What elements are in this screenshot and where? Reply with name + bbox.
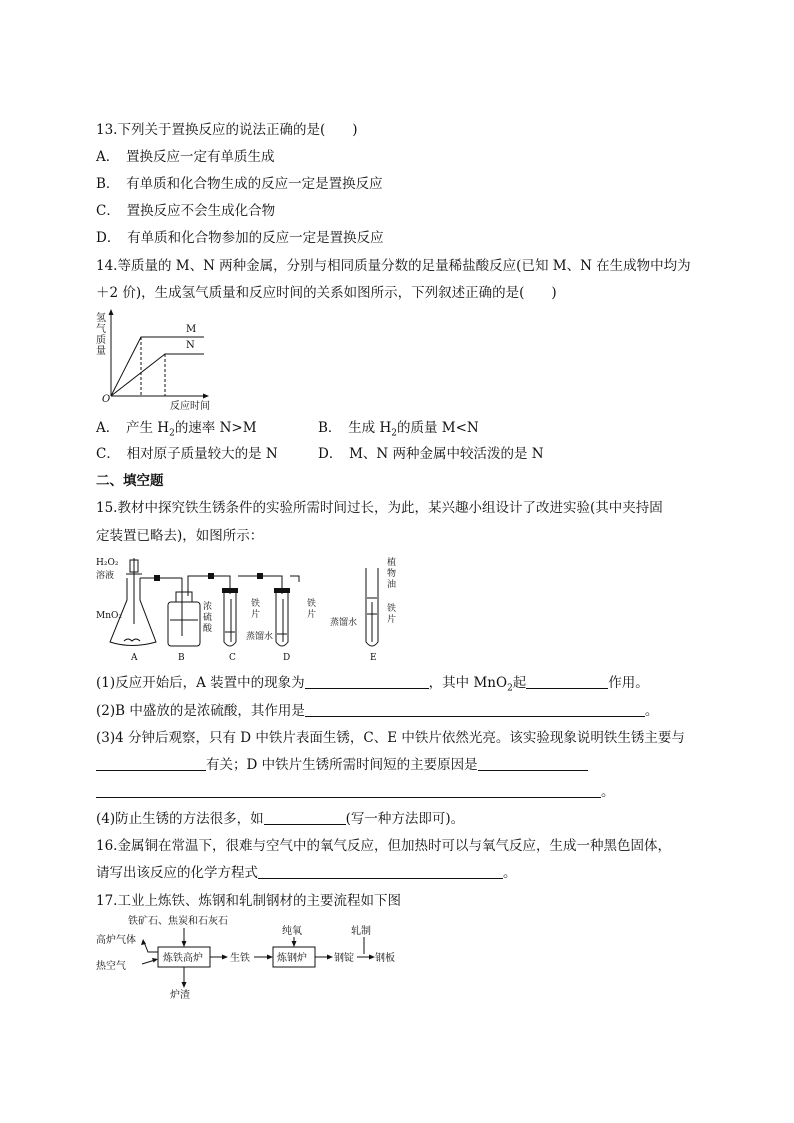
q15-answer-blank-3[interactable] (305, 702, 645, 717)
h2-subscript: 2 (391, 428, 397, 439)
testtube-c (224, 592, 236, 646)
q15-answer-blank-6[interactable] (96, 783, 601, 798)
q15-answer-blank-2[interactable] (526, 674, 608, 689)
flow-pig-iron: 生铁 (230, 953, 250, 964)
clamp-1 (154, 575, 160, 581)
flow-steel-plate: 钢板 (375, 953, 395, 964)
graph-line-n (111, 354, 204, 396)
q16-answer-blank[interactable] (258, 864, 503, 879)
stopper-c (222, 588, 238, 593)
label-mno2: MnO₂ (96, 611, 122, 621)
label-oil-3: 油 (387, 580, 397, 590)
bottle-b-neck (176, 592, 192, 602)
flow-rolling: 轧制 (351, 926, 371, 937)
graph-ylabel-1: 氢 (96, 313, 106, 324)
graph-y-arrow (109, 309, 114, 315)
flow-hot-air: 热空气 (96, 961, 126, 972)
mno2-subscript: 2 (507, 683, 513, 694)
label-oil-2: 物 (387, 569, 397, 579)
q15-answer-blank-5[interactable] (478, 756, 588, 771)
testtube-d (276, 592, 288, 646)
q16-line1: 16.金属铜在常温下，很难与空气中的氧气反应，但加热时可以与氧气反应，生成一种黑色固体， (96, 838, 671, 854)
clamp-3 (257, 573, 263, 579)
flow-raw-materials: 铁矿石、焦炭和石灰石 (128, 916, 228, 927)
arrowhead (182, 982, 187, 988)
label-solution: 溶液 (96, 571, 115, 581)
q13-option-a: A． 置换反应一定有单质生成 (96, 149, 275, 165)
flow-furnace-gas: 高炉气体 (96, 935, 136, 946)
label-iron-c-1: 铁 (251, 599, 261, 609)
flow-slag: 炉渣 (170, 990, 190, 1001)
bottle-b (168, 602, 200, 646)
q15-part3-line2: 有关；D 中铁片生锈所需时间短的主要原因是 (96, 756, 588, 774)
arrowhead (141, 939, 146, 945)
clamp-2 (208, 573, 214, 579)
tube-de (290, 576, 299, 582)
label-acid-2: 硫 (203, 613, 213, 623)
q14-stem-line2: ＋2 价)，生成氢气质量和反应时间的关系如图所示，下列叙述正确的是( ) (96, 285, 557, 301)
label-iron-d-1: 铁 (307, 599, 317, 609)
q15-stem-line1: 15.教材中探究铁生锈条件的实验所需时间过长，为此，某兴趣小组设计了改进实验(其中夹持固 (96, 500, 663, 516)
arrowhead (267, 955, 273, 960)
q15-part3-line3: 。 (96, 783, 615, 801)
q15-part3-line1: (3)4 分钟后观察，只有 D 中铁片表面生锈，C、E 中铁片依然光亮。该实验现象说明铁生锈主要与 (96, 730, 685, 746)
q13-stem: 13.下列关于置换反应的说法正确的是( ) (96, 122, 358, 138)
arrow-gas-out (144, 942, 158, 952)
q17-flowchart (94, 912, 414, 1002)
q14-option-a: A． 产生 $H_2$的速率 N>M (96, 420, 257, 439)
stopper-d (274, 588, 290, 593)
graph-xlabel: 反应时间 (170, 401, 210, 412)
q14-option-b: B． 生成 $H_2$的质量 M<N (318, 420, 479, 439)
label-acid-1: 浓 (203, 602, 213, 612)
q13-option-c: C． 置换反应不会生成化合物 (96, 203, 276, 219)
flow-steel-ingot: 钢锭 (334, 953, 354, 964)
label-water-c: 蒸馏水 (246, 632, 274, 642)
label-b: B (178, 653, 185, 663)
section-heading: 二、填空题 (96, 473, 164, 489)
flow-oxygen: 纯氧 (282, 926, 302, 937)
label-iron-e-2: 片 (387, 615, 397, 625)
q13-option-d: D． 有单质和化合物参加的反应一定是置换反应 (96, 230, 384, 246)
h2-subscript: 2 (169, 428, 175, 439)
label-d: D (283, 653, 291, 663)
q15-answer-blank-1[interactable] (305, 674, 429, 689)
arrowhead (182, 941, 187, 947)
graph-x-arrow (203, 394, 209, 399)
q14-option-d: D． M、N 两种金属中较活泼的是 N (318, 446, 544, 462)
q15-part2: (2)B 中盛放的是浓硫酸，其作用是 。 (96, 703, 659, 719)
q15-stem-line2: 定装置已略去)，如图所示： (96, 528, 264, 544)
q15-apparatus (94, 554, 404, 664)
q14-option-c: C． 相对原子质量较大的是 N (96, 446, 278, 462)
label-c: C (229, 653, 236, 663)
label-iron-c-2: 片 (251, 610, 261, 620)
label-e: E (370, 653, 377, 663)
flow-blast-furnace: 炼铁高炉 (163, 953, 203, 964)
flow-steel-furnace: 炼钢炉 (277, 953, 307, 964)
graph-m-label: M (186, 324, 197, 335)
label-h2o2: H₂O₂ (96, 558, 119, 568)
q17-stem: 17.工业上炼铁、炼钢和轧制钢材的主要流程如下图 (96, 893, 401, 909)
q14-stem-line1: 14.等质量的 M、N 两种金属，分别与相同质量分数的足量稀盐酸反应(已知 M、N 在生成物中均为 (96, 258, 691, 274)
q15-answer-blank-7[interactable] (264, 810, 346, 825)
q15-part1: (1)反应开始后，A 装置中的现象为 ，其中 MnO$_2$起 作用。 (96, 675, 649, 694)
mno2-pile (124, 639, 140, 641)
arrowhead (292, 941, 297, 947)
graph-n-label: N (186, 340, 195, 351)
q15-answer-blank-4[interactable] (96, 756, 206, 771)
label-a: A (131, 653, 138, 663)
arrowhead (327, 955, 333, 960)
q16-line2: 请写出该反应的化学方程式 。 (96, 865, 517, 881)
graph-ylabel-4: 量 (96, 346, 106, 357)
label-iron-d-2: 片 (307, 610, 317, 620)
label-oil-1: 植 (387, 558, 397, 568)
q13-option-b: B． 有单质和化合物生成的反应一定是置换反应 (96, 176, 383, 192)
q15-part4: (4)防止生锈的方法很多，如 (写一种方法即可)。 (96, 811, 465, 827)
label-water-e: 蒸馏水 (330, 618, 358, 628)
graph-origin: O (102, 394, 111, 405)
label-acid-3: 酸 (203, 624, 213, 634)
q14-graph (94, 308, 210, 412)
graph-ylabel-3: 质 (96, 335, 106, 346)
arrowhead (152, 958, 158, 963)
graph-ylabel-2: 气 (96, 324, 106, 335)
arrowhead (222, 955, 228, 960)
label-iron-e-1: 铁 (387, 604, 397, 614)
